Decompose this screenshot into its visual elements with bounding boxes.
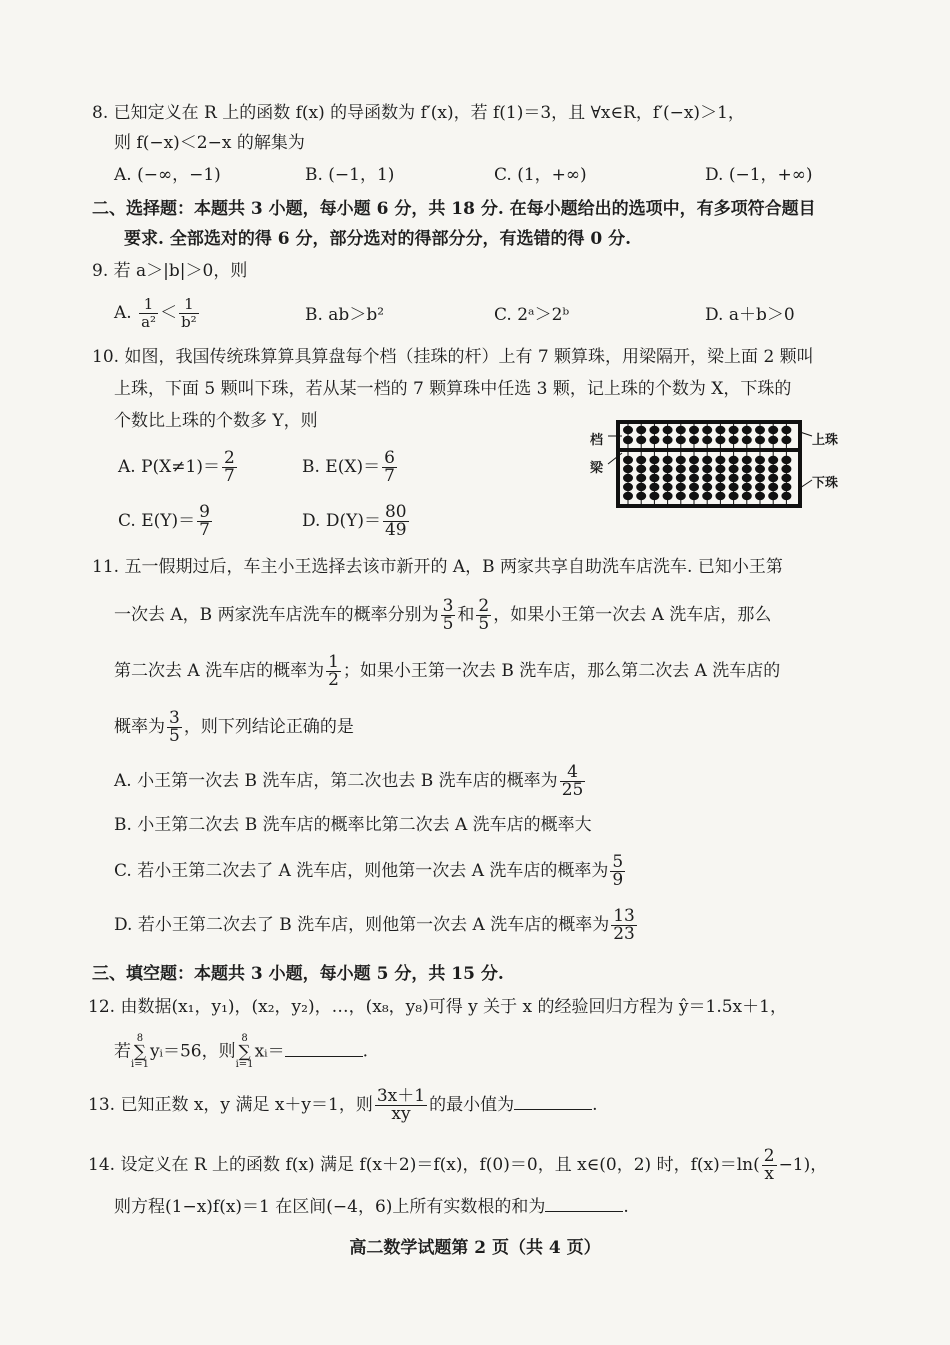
q11-line1: 11. 五一假期过后，车主小王选择去该市新开的 A，B 两家共享自助洗车店洗车. 已知小王第 — [92, 557, 783, 577]
section2-instructions: 要求. 全部选对的得 6 分，部分选对的得部分分，有选错的得 0 分. — [124, 229, 632, 249]
abacus-lower-bead — [676, 492, 686, 500]
q8-option-a: A. (−∞，−1) — [114, 165, 221, 185]
abacus-figure — [588, 420, 848, 510]
q9-stem: 9. 若 a＞|b|＞0，则 — [92, 261, 248, 281]
abacus-upper-bead — [689, 426, 699, 434]
q10-line1: 10. 如图，我国传统珠算算具算盘每个档（挂珠的杆）上有 7 颗算珠，用梁隔开，梁上面 2 颗叫 — [92, 347, 814, 367]
abacus-lower-bead — [715, 483, 725, 491]
abacus-lower-bead — [623, 492, 633, 500]
abacus-lower-bead — [729, 474, 739, 482]
abacus-lower-bead — [636, 465, 646, 473]
abacus-lower-bead — [742, 456, 752, 464]
abacus-lower-bead — [649, 474, 659, 482]
abacus-upper-bead — [663, 426, 673, 434]
abacus-lower-bead — [781, 465, 791, 473]
abacus-upper-bead — [729, 426, 739, 434]
abacus-lower-bead — [702, 456, 712, 464]
q13-answer-blank[interactable] — [514, 1095, 592, 1110]
abacus-lower-bead — [676, 474, 686, 482]
abacus-upper-bead — [689, 436, 699, 444]
abacus-lower-bead — [742, 465, 752, 473]
abacus-lower-bead — [715, 474, 725, 482]
abacus-lower-bead — [768, 474, 778, 482]
q11-option-b: B. 小王第二次去 B 洗车店的概率比第二次去 A 洗车店的概率大 — [114, 815, 592, 835]
abacus-upper-bead — [768, 426, 778, 434]
abacus-upper-bead — [676, 426, 686, 434]
q9-option-c: C. 2ᵃ＞2ᵇ — [494, 305, 570, 325]
abacus-upper-bead — [663, 436, 673, 444]
abacus-upper-bead — [715, 426, 725, 434]
abacus-lower-bead — [689, 456, 699, 464]
abacus-label-liang: 梁 — [590, 461, 604, 476]
q11-line3: 第二次去 A 洗车店的概率为 $\frac{1}{2}$ ；如果小王第一次去 B 洗车店，那么第二次去 A 洗车店的 — [114, 652, 781, 690]
q12-answer-blank[interactable] — [285, 1042, 363, 1057]
abacus-lower-bead — [676, 483, 686, 491]
abacus-lower-bead — [689, 492, 699, 500]
q8-option-c: C. (1，+∞) — [494, 165, 587, 185]
abacus-lower-bead — [663, 474, 673, 482]
q10-option-b: B. E(X)＝ $\frac{6}{7}$ — [302, 448, 395, 486]
abacus-upper-bead — [715, 436, 725, 444]
abacus-lower-bead — [781, 474, 791, 482]
abacus-lower-bead — [781, 483, 791, 491]
abacus-lower-bead — [636, 492, 646, 500]
abacus-lower-bead — [663, 465, 673, 473]
abacus-lower-bead — [702, 474, 712, 482]
abacus-lower-bead — [702, 465, 712, 473]
q11-line2: 一次去 A，B 两家洗车店洗车的概率分别为 $\frac{3}{5}$ 和 $\frac{2}{5}$ ，如果小王第一次去 A 洗车店，那么 — [114, 596, 772, 634]
q14-line2: 则方程(1−x)f(x)＝1 在区间(−4，6)上所有实数根的和为 . — [114, 1197, 629, 1217]
q13-line: 13. 已知正数 x，y 满足 x＋y＝1，则 $\frac{3x+1}{xy}$ 的最小值为 . — [88, 1086, 598, 1124]
q11-option-d: D. 若小王第二次去了 B 洗车店，则他第一次去 A 洗车店的概率为 $\frac{13}{23}$ — [114, 906, 635, 944]
abacus-lower-bead — [649, 492, 659, 500]
abacus-lower-bead — [781, 492, 791, 500]
abacus-lower-bead — [702, 492, 712, 500]
abacus-illustration — [588, 420, 848, 510]
abacus-lower-bead — [715, 465, 725, 473]
abacus-lower-bead — [768, 465, 778, 473]
q10-line3: 个数比上珠的个数多 Y，则 — [114, 411, 318, 431]
q11-line4: 概率为 $\frac{3}{5}$ ，则下列结论正确的是 — [114, 708, 354, 746]
q9-option-b: B. ab＞b² — [305, 305, 385, 325]
abacus-lower-bead — [742, 483, 752, 491]
q10-option-c: C. E(Y)＝ $\frac{9}{7}$ — [118, 502, 210, 540]
section3-heading: 三、填空题：本题共 3 小题，每小题 5 分，共 15 分. — [92, 964, 504, 984]
abacus-lower-bead — [663, 456, 673, 464]
abacus-lower-bead — [755, 474, 765, 482]
abacus-upper-bead — [755, 426, 765, 434]
abacus-upper-bead — [729, 436, 739, 444]
q8-line2: 则 f(−x)＜2−x 的解集为 — [114, 133, 305, 153]
abacus-upper-bead — [755, 436, 765, 444]
abacus-lower-bead — [689, 483, 699, 491]
abacus-lower-bead — [636, 483, 646, 491]
abacus-label-shangzhu: 上珠 — [812, 433, 839, 448]
abacus-upper-bead — [768, 436, 778, 444]
abacus-upper-bead — [781, 426, 791, 434]
abacus-lower-bead — [676, 456, 686, 464]
abacus-upper-bead — [676, 436, 686, 444]
abacus-lower-bead — [742, 492, 752, 500]
abacus-lower-bead — [768, 483, 778, 491]
q8-option-d: D. (−1，+∞) — [705, 165, 813, 185]
q11-option-a: A. 小王第一次去 B 洗车店，第二次也去 B 洗车店的概率为 $\frac{4}{25}$ — [114, 762, 584, 800]
abacus-lower-bead — [676, 465, 686, 473]
abacus-lower-bead — [715, 492, 725, 500]
q9-option-a: A. $\frac{1}{\text{a²}}$ ＜ $\frac{1}{\text{b²}}$ — [114, 295, 197, 331]
q9-option-d: D. a＋b＞0 — [705, 305, 795, 325]
abacus-upper-bead — [702, 426, 712, 434]
q11-option-c: C. 若小王第二次去了 A 洗车店，则他第一次去 A 洗车店的概率为 $\frac{5}{9}$ — [114, 852, 624, 890]
q10-line2: 上珠，下面 5 颗叫下珠，若从某一档的 7 颗算珠中任选 3 颗，记上珠的个数为 X，下珠的 — [114, 379, 792, 399]
abacus-upper-bead — [742, 426, 752, 434]
abacus-lower-bead — [729, 456, 739, 464]
q12-line2: 若8 ∑ i=1yᵢ＝56，则8 ∑ i=1xᵢ＝ . — [114, 1033, 368, 1070]
abacus-lower-bead — [663, 492, 673, 500]
abacus-lower-bead — [623, 465, 633, 473]
abacus-lower-bead — [702, 483, 712, 491]
abacus-lower-bead — [623, 456, 633, 464]
abacus-upper-bead — [649, 426, 659, 434]
abacus-lower-bead — [755, 483, 765, 491]
abacus-lower-bead — [663, 483, 673, 491]
q8-line1: 8. 已知定义在 R 上的函数 f(x) 的导函数为 f′(x)，若 f(1)＝3，且 ∀x∈R，f′(−x)＞1， — [92, 103, 745, 123]
abacus-upper-bead — [781, 436, 791, 444]
q14-answer-blank[interactable] — [545, 1197, 623, 1212]
abacus-lower-bead — [729, 483, 739, 491]
abacus-lower-bead — [768, 456, 778, 464]
q14-line1: 14. 设定义在 R 上的函数 f(x) 满足 f(x＋2)＝f(x)，f(0)＝0，且 x∈(0，2) 时，f(x)＝ln( $\frac{2}{x}$ −1)， — [88, 1146, 828, 1184]
abacus-lower-bead — [649, 456, 659, 464]
abacus-lower-bead — [755, 465, 765, 473]
q8-option-b: B. (−1，1) — [305, 165, 395, 185]
abacus-lower-bead — [623, 474, 633, 482]
abacus-label-xiazhu: 下珠 — [812, 476, 839, 491]
abacus-upper-bead — [623, 436, 633, 444]
abacus-lower-bead — [689, 474, 699, 482]
abacus-lower-bead — [729, 492, 739, 500]
page-footer: 高二数学试题第 2 页（共 4 页） — [349, 1238, 601, 1258]
abacus-label-dang: 档 — [590, 433, 604, 448]
abacus-upper-bead — [649, 436, 659, 444]
q12-line1: 12. 由数据(x₁，y₁)，(x₂，y₂)，…，(x₈，y₈)可得 y 关于 x 的经验回归方程为 ŷ＝1.5x＋1， — [88, 997, 787, 1017]
abacus-lower-bead — [755, 492, 765, 500]
abacus-lower-bead — [649, 483, 659, 491]
abacus-upper-bead — [623, 426, 633, 434]
abacus-upper-bead — [636, 426, 646, 434]
abacus-lower-bead — [768, 492, 778, 500]
abacus-lower-bead — [755, 456, 765, 464]
abacus-upper-bead — [636, 436, 646, 444]
abacus-lower-bead — [729, 465, 739, 473]
abacus-lower-bead — [781, 456, 791, 464]
abacus-lower-bead — [636, 474, 646, 482]
abacus-lower-bead — [689, 465, 699, 473]
abacus-lower-bead — [623, 483, 633, 491]
abacus-lower-bead — [742, 474, 752, 482]
abacus-lower-bead — [636, 456, 646, 464]
q10-option-d: D. D(Y)＝ $\frac{80}{49}$ — [302, 502, 407, 540]
abacus-lower-bead — [649, 465, 659, 473]
abacus-upper-bead — [702, 436, 712, 444]
section2-heading: 二、选择题：本题共 3 小题，每小题 6 分，共 18 分. 在每小题给出的选项中，有多项符合题目 — [92, 199, 816, 219]
q10-option-a: A. P(X≠1)＝ $\frac{2}{7}$ — [118, 448, 235, 486]
abacus-upper-bead — [742, 436, 752, 444]
abacus-lower-bead — [715, 456, 725, 464]
